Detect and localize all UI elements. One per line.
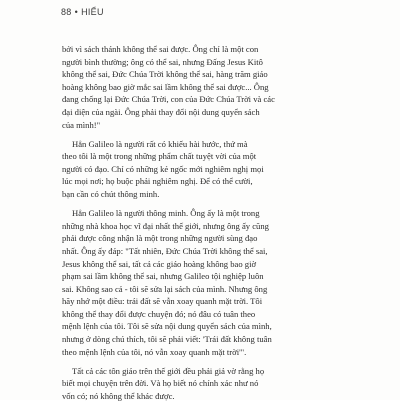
text-line: sai. Không sao cả - tôi sẽ sửa lại sách của mình. Nhưng ông (62, 283, 268, 294)
paragraph-4 (62, 365, 332, 403)
text-line: đại diện của ngài. Ông phải thay đổi nội dung quyển sách (62, 106, 260, 117)
text-line: phạm sai lầm không thể sai, nhưng Galileo tội nghiệp luôn (62, 271, 264, 282)
paragraph-3 (62, 207, 332, 358)
text-line: biết mọi chuyện trên đời. Và họ biết nó chính xác như nó (62, 378, 259, 389)
text-line: Jesus không thể sai, tất cả các giáo hoàng không bao giờ (62, 258, 257, 269)
paragraph-1 (62, 43, 332, 131)
text-line: bởi vì sách thánh không thể sai được. Ông chỉ là một con (62, 44, 259, 54)
body-text (62, 43, 332, 409)
text-line: không thể sai, Đức Chúa Trời không thể sai, hàng trăm giáo (62, 69, 268, 80)
header-separator: • (74, 7, 79, 17)
text-line: mệnh lệnh của tôi. Tôi sẽ sửa nội dung quyển sách của mình, (62, 321, 272, 332)
text-line: phải được công nhận là một trong những người sùng đạo (62, 233, 258, 244)
text-line: người có đạo. Chỉ có những kẻ ngốc mới nghiêm nghị mọi (62, 163, 264, 174)
text-line: không thể thay đổi được chuyện đó; nó đâu có tuân theo (62, 308, 256, 319)
text-line: theo mệnh lệnh của tôi, nó vẫn xoay quanh mặt trời'". (62, 346, 247, 357)
text-line: nhưng ở dòng chú thích, tôi sẽ phải viết: 'Trái đất không tuân (62, 334, 272, 345)
text-line: nhất. Ông ấy đáp: "Tất nhiên, Đức Chúa Trời không thể sai, (62, 245, 268, 256)
text-line: hoàng không bao giờ mắc sai lầm không thể sai được... Ông (62, 81, 269, 92)
text-line: Hẳn Galileo là người thông minh. Ông ấy là một trong (72, 208, 260, 219)
text-line: bạn cần có chút thông minh. (62, 189, 160, 200)
text-line: đang chống lại Đức Chúa Trời, con của Đức Chúa Trời và các (62, 94, 275, 105)
text-line: lúc mọi nơi; họ buộc phải nghiêm nghị. Để có thể cười, (62, 176, 253, 187)
running-header (61, 7, 104, 17)
text-line: hãy nhớ một điều: trái đất sẽ vẫn xoay quanh mặt trời. Tôi (62, 296, 263, 307)
text-line: vốn có; nó không thể khác được. (62, 390, 175, 401)
text-line: theo tôi là một trong những phẩm chất tuyệt vời của một (62, 151, 257, 162)
text-line: người bình thường; ông có thể sai, nhưng Đấng Jesus Kitô (62, 56, 263, 67)
text-line: của mình!" (62, 119, 101, 130)
text-line: Tất cả các tôn giáo trên thế giới đều phải giả vờ rằng họ (72, 365, 265, 376)
running-title: HIỂU (81, 7, 104, 17)
page-number: 88 (61, 7, 72, 17)
text-line: Hẳn Galileo là người rất có khiếu hài hước, thứ mà (72, 138, 248, 149)
text-line: những nhà khoa học vĩ đại nhất thế giới, nhưng ông ấy cũng (62, 220, 269, 231)
paragraph-2 (62, 138, 332, 201)
